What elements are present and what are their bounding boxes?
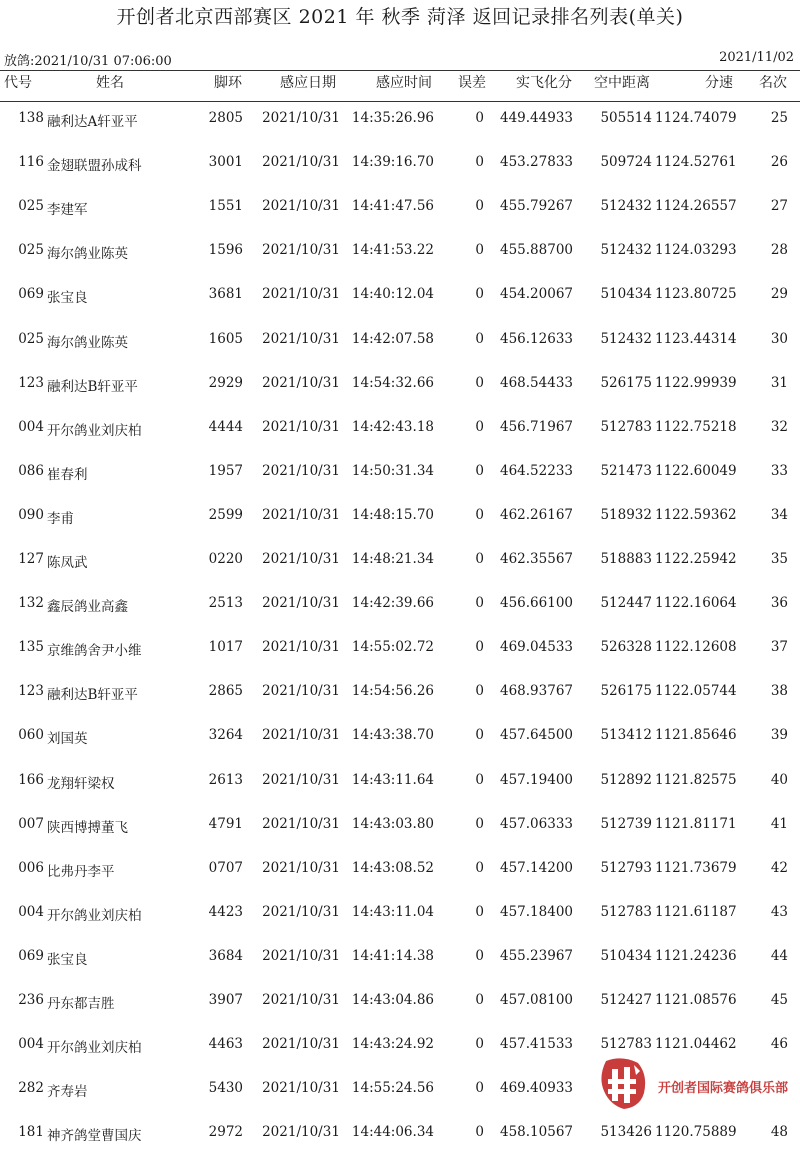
- cell-distance: 512427: [600, 992, 652, 1008]
- cell-flight: 456.66100: [500, 595, 574, 612]
- cell-time: 14:43:38.70: [351, 727, 434, 744]
- cell-date: 2021/10/31: [262, 462, 340, 479]
- cell-date: 2021/10/31: [262, 286, 340, 303]
- cell-distance: 509724: [600, 154, 652, 171]
- cell-code: 025: [18, 242, 44, 259]
- cell-speed: 1124.03293: [655, 242, 737, 259]
- cell-ring: 2865: [208, 683, 243, 700]
- cell-ring: 2513: [208, 595, 243, 612]
- cell-name: 崔春利: [47, 466, 88, 483]
- cell-error: 0: [475, 110, 484, 126]
- cell-flight: 453.27833: [500, 154, 574, 171]
- cell-speed: 1121.24236: [655, 947, 737, 964]
- cell-ring: 3684: [208, 947, 243, 964]
- cell-speed: 1121.61187: [655, 903, 737, 920]
- cell-ring: 0220: [208, 551, 243, 567]
- cell-speed: 1123.44314: [655, 330, 737, 347]
- header-speed: 分速: [705, 75, 733, 91]
- cell-date: 2021/10/31: [262, 506, 340, 523]
- cell-speed: 1122.16064: [655, 595, 737, 612]
- cell-code: 069: [18, 286, 44, 303]
- cell-rank: 26: [770, 154, 788, 171]
- cell-name: 陈凤武: [47, 555, 88, 571]
- cell-speed: 1122.05744: [655, 683, 737, 700]
- cell-time: 14:55:02.72: [351, 639, 434, 656]
- table-row: [0, 683, 800, 703]
- cell-speed: 1121.04462: [655, 1036, 737, 1053]
- cell-rank: 43: [770, 903, 788, 920]
- cell-rank: 36: [770, 595, 788, 612]
- table-row: [0, 904, 800, 924]
- cell-date: 2021/10/31: [262, 1036, 340, 1053]
- cell-code: 069: [18, 947, 44, 964]
- cell-date: 2021/10/31: [262, 551, 340, 567]
- cell-error: 0: [475, 1036, 484, 1053]
- cell-code: 090: [18, 506, 44, 523]
- cell-error: 0: [475, 286, 484, 303]
- cell-flight: 457.19400: [500, 771, 574, 788]
- cell-name: 融利达A轩亚平: [47, 114, 138, 130]
- cell-code: 135: [18, 639, 44, 656]
- club-watermark-text: 开创者国际赛鸽俱乐部: [658, 1081, 789, 1096]
- cell-error: 0: [475, 506, 484, 523]
- cell-flight: 456.12633: [500, 330, 574, 347]
- cell-name: 刘国英: [47, 731, 88, 748]
- cell-error: 0: [475, 815, 484, 832]
- cell-code: 025: [18, 330, 44, 347]
- cell-time: 14:39:16.70: [351, 154, 434, 171]
- cell-date: 2021/10/31: [262, 992, 340, 1008]
- cell-code: 086: [18, 462, 44, 479]
- cell-rank: 38: [770, 683, 788, 700]
- cell-speed: 1124.26557: [655, 198, 737, 215]
- cell-date: 2021/10/31: [262, 639, 340, 656]
- cell-rank: 33: [770, 462, 788, 479]
- cell-speed: 1121.08576: [655, 992, 737, 1008]
- header-rank: 名次: [759, 75, 787, 91]
- cell-ring: 4791: [208, 815, 243, 832]
- cell-date: 2021/10/31: [262, 1080, 340, 1097]
- table-row: [0, 419, 800, 439]
- cell-code: 127: [18, 551, 44, 567]
- cell-error: 0: [475, 903, 484, 920]
- cell-ring: 0707: [208, 859, 243, 876]
- cell-rank: 32: [770, 418, 788, 435]
- cell-error: 0: [475, 1124, 484, 1141]
- cell-time: 14:43:03.80: [351, 815, 434, 832]
- cell-speed: 1121.85646: [655, 727, 737, 744]
- cell-rank: 44: [770, 947, 788, 964]
- cell-time: 14:54:32.66: [351, 374, 434, 391]
- cell-distance: 513412: [600, 727, 652, 744]
- header-bottom-rule: [0, 101, 800, 102]
- cell-flight: 456.71967: [500, 418, 574, 435]
- cell-error: 0: [475, 418, 484, 435]
- header-top-rule: [0, 70, 800, 71]
- cell-flight: 457.64500: [500, 727, 574, 744]
- cell-time: 14:43:08.52: [351, 859, 434, 876]
- cell-code: 123: [18, 374, 44, 391]
- table-row: [0, 992, 800, 1012]
- cell-name: 李建军: [47, 202, 88, 219]
- cell-name: 齐寿岩: [47, 1084, 88, 1101]
- cell-date: 2021/10/31: [262, 595, 340, 612]
- cell-time: 14:40:12.04: [351, 286, 434, 303]
- table-row: [0, 639, 800, 659]
- cell-time: 14:43:11.64: [351, 771, 434, 788]
- cell-time: 14:42:07.58: [351, 330, 434, 347]
- table-row: [0, 948, 800, 968]
- cell-rank: 48: [770, 1124, 788, 1141]
- cell-rank: 31: [770, 374, 788, 391]
- cell-flight: 468.93767: [500, 683, 574, 700]
- table-row: [0, 551, 800, 571]
- cell-error: 0: [475, 374, 484, 391]
- table-row: [0, 1036, 800, 1056]
- cell-flight: 462.35567: [500, 551, 574, 567]
- cell-rank: 27: [770, 198, 788, 215]
- cell-error: 0: [475, 992, 484, 1008]
- cell-time: 14:41:14.38: [351, 947, 434, 964]
- cell-ring: 3264: [208, 727, 243, 744]
- cell-speed: 1122.60049: [655, 462, 737, 479]
- cell-date: 2021/10/31: [262, 903, 340, 920]
- cell-flight: 458.10567: [500, 1124, 574, 1141]
- cell-distance: 512892: [600, 771, 652, 788]
- cell-rank: 40: [770, 771, 788, 788]
- cell-flight: 455.23967: [500, 947, 574, 964]
- cell-distance: 512447: [600, 595, 652, 612]
- cell-flight: 457.08100: [500, 992, 574, 1008]
- cell-date: 2021/10/31: [262, 1124, 340, 1141]
- cell-time: 14:44:06.34: [351, 1124, 434, 1141]
- cell-flight: 469.40933: [500, 1080, 574, 1097]
- cell-flight: 455.88700: [500, 242, 574, 259]
- cell-flight: 457.14200: [500, 859, 574, 876]
- print-date: 2021/11/02: [719, 50, 794, 65]
- cell-speed: 1122.99939: [655, 374, 737, 391]
- cell-error: 0: [475, 595, 484, 612]
- cell-flight: 464.52233: [500, 462, 574, 479]
- cell-rank: 30: [770, 330, 788, 347]
- cell-ring: 1596: [208, 242, 243, 259]
- cell-error: 0: [475, 859, 484, 876]
- cell-rank: 29: [770, 286, 788, 303]
- cell-code: 004: [18, 903, 44, 920]
- header-date: 感应日期: [280, 75, 336, 91]
- cell-error: 0: [475, 242, 484, 259]
- cell-speed: 1122.25942: [655, 551, 737, 567]
- cell-ring: 3681: [208, 286, 243, 303]
- table-row: [0, 816, 800, 836]
- cell-distance: 512793: [600, 859, 652, 876]
- cell-code: 132: [18, 595, 44, 612]
- cell-flight: 449.44933: [500, 110, 574, 126]
- table-row: [0, 331, 800, 351]
- table-row: [0, 772, 800, 792]
- cell-name: 海尔鸽业陈英: [47, 246, 128, 263]
- cell-rank: 39: [770, 727, 788, 744]
- cell-name: 张宝良: [47, 290, 88, 307]
- cell-distance: 526328: [600, 639, 652, 656]
- cell-error: 0: [475, 154, 484, 171]
- table-row: [0, 1124, 800, 1144]
- cell-time: 14:43:24.92: [351, 1036, 434, 1053]
- cell-name: 李甫: [47, 510, 74, 527]
- cell-date: 2021/10/31: [262, 242, 340, 259]
- cell-flight: 462.26167: [500, 506, 574, 523]
- table-row: [0, 154, 800, 174]
- cell-rank: 37: [770, 639, 788, 656]
- table-row: [0, 286, 800, 306]
- cell-ring: 2929: [208, 374, 243, 391]
- cell-time: 14:50:31.34: [351, 462, 434, 479]
- cell-speed: 1120.75889: [655, 1124, 737, 1141]
- cell-date: 2021/10/31: [262, 374, 340, 391]
- cell-speed: 1121.73679: [655, 859, 737, 876]
- cell-rank: 25: [770, 110, 788, 126]
- cell-name: 京维鸽舍尹小维: [47, 643, 142, 660]
- cell-error: 0: [475, 683, 484, 700]
- cell-distance: 512783: [600, 1036, 652, 1053]
- cell-time: 14:55:24.56: [351, 1080, 434, 1097]
- cell-name: 丹东都吉胜: [47, 996, 115, 1012]
- cell-date: 2021/10/31: [262, 859, 340, 876]
- cell-time: 14:42:39.66: [351, 595, 434, 612]
- table-row: [0, 463, 800, 483]
- cell-name: 海尔鸽业陈英: [47, 334, 128, 351]
- cell-error: 0: [475, 639, 484, 656]
- cell-rank: 42: [770, 859, 788, 876]
- cell-date: 2021/10/31: [262, 771, 340, 788]
- cell-name: 比弗丹李平: [47, 863, 115, 880]
- cell-distance: 512739: [600, 815, 652, 832]
- header-error: 误差: [458, 75, 486, 91]
- cell-flight: 457.06333: [500, 815, 574, 832]
- cell-speed: 1122.75218: [655, 418, 737, 435]
- cell-flight: 454.20067: [500, 286, 574, 303]
- cell-date: 2021/10/31: [262, 815, 340, 832]
- cell-speed: 1121.82575: [655, 771, 737, 788]
- cell-ring: 4463: [208, 1036, 243, 1053]
- cell-flight: 469.04533: [500, 639, 574, 656]
- cell-ring: 2972: [208, 1124, 243, 1141]
- cell-name: 张宝良: [47, 951, 88, 968]
- cell-rank: 34: [770, 506, 788, 523]
- report-title: 开创者北京西部赛区 2021 年 秋季 菏泽 返回记录排名列表(单关): [116, 6, 684, 28]
- cell-error: 0: [475, 771, 484, 788]
- cell-date: 2021/10/31: [262, 947, 340, 964]
- cell-ring: 3907: [208, 992, 243, 1008]
- table-row: [0, 375, 800, 395]
- cell-rank: 45: [770, 992, 788, 1008]
- cell-code: 166: [18, 771, 44, 788]
- cell-ring: 2599: [208, 506, 243, 523]
- cell-time: 14:43:04.86: [351, 992, 434, 1008]
- club-seal-logo: [596, 1057, 648, 1113]
- cell-ring: 1017: [208, 639, 243, 656]
- cell-rank: 46: [770, 1036, 788, 1053]
- cell-time: 14:42:43.18: [351, 418, 434, 435]
- cell-time: 14:48:21.34: [351, 551, 434, 567]
- cell-code: 116: [18, 154, 44, 171]
- cell-error: 0: [475, 1080, 484, 1097]
- cell-ring: 5430: [208, 1080, 243, 1097]
- cell-name: 融利达B轩亚平: [47, 378, 138, 395]
- cell-speed: 1124.52761: [655, 154, 737, 171]
- cell-rank: 28: [770, 242, 788, 259]
- cell-error: 0: [475, 947, 484, 964]
- cell-date: 2021/10/31: [262, 418, 340, 435]
- cell-date: 2021/10/31: [262, 683, 340, 700]
- cell-ring: 1551: [208, 198, 243, 215]
- header-ring: 脚环: [214, 75, 242, 91]
- cell-flight: 457.41533: [500, 1036, 574, 1053]
- table-row: [0, 110, 800, 130]
- cell-date: 2021/10/31: [262, 154, 340, 171]
- cell-code: 004: [18, 1036, 44, 1053]
- cell-code: 123: [18, 683, 44, 700]
- cell-distance: 512783: [600, 418, 652, 435]
- header-distance: 空中距离: [594, 75, 650, 91]
- cell-time: 14:48:15.70: [351, 506, 434, 523]
- table-row: [0, 860, 800, 880]
- cell-time: 14:41:53.22: [351, 242, 434, 259]
- cell-name: 开尔鸽业刘庆柏: [47, 422, 142, 439]
- cell-distance: 512783: [600, 903, 652, 920]
- cell-time: 14:54:56.26: [351, 683, 434, 700]
- table-header: [0, 72, 800, 100]
- cell-ring: 2805: [208, 110, 243, 126]
- cell-distance: 521473: [600, 462, 652, 479]
- cell-speed: 1123.80725: [655, 286, 737, 303]
- club-watermark: [596, 1055, 796, 1115]
- cell-distance: 510434: [600, 286, 652, 303]
- cell-ring: 4423: [208, 903, 243, 920]
- cell-name: 开尔鸽业刘庆柏: [47, 1040, 142, 1057]
- table-row: [0, 595, 800, 615]
- table-row: [0, 507, 800, 527]
- cell-error: 0: [475, 551, 484, 567]
- cell-time: 14:35:26.96: [351, 110, 434, 126]
- cell-name: 龙翔轩梁权: [47, 775, 115, 792]
- cell-code: 004: [18, 418, 44, 435]
- cell-flight: 457.18400: [500, 903, 574, 920]
- header-flight: 实飞化分: [516, 75, 572, 91]
- table-row: [0, 198, 800, 218]
- cell-distance: 510434: [600, 947, 652, 964]
- header-time: 感应时间: [376, 75, 432, 91]
- cell-distance: 526175: [600, 683, 652, 700]
- cell-flight: 455.79267: [500, 198, 574, 215]
- cell-flight: 468.54433: [500, 374, 574, 391]
- cell-ring: 1957: [208, 462, 243, 479]
- cell-name: 鑫辰鸽业高鑫: [47, 599, 128, 616]
- cell-date: 2021/10/31: [262, 110, 340, 126]
- cell-date: 2021/10/31: [262, 198, 340, 215]
- cell-code: 181: [18, 1124, 44, 1141]
- cell-distance: 512432: [600, 242, 652, 259]
- cell-code: 138: [18, 110, 44, 126]
- cell-name: 融利达B轩亚平: [47, 687, 138, 704]
- cell-distance: 526175: [600, 374, 652, 391]
- cell-date: 2021/10/31: [262, 727, 340, 744]
- cell-rank: 35: [770, 551, 788, 567]
- cell-distance: 518932: [600, 506, 652, 523]
- cell-time: 14:43:11.04: [351, 903, 434, 920]
- table-row: [0, 242, 800, 262]
- cell-distance: 512432: [600, 198, 652, 215]
- cell-speed: 1122.59362: [655, 506, 737, 523]
- cell-ring: 1605: [208, 330, 243, 347]
- cell-code: 025: [18, 198, 44, 215]
- cell-code: 007: [18, 815, 44, 832]
- cell-ring: 4444: [208, 418, 243, 435]
- cell-distance: 513426: [600, 1124, 652, 1141]
- cell-rank: 41: [770, 815, 788, 832]
- cell-ring: 2613: [208, 771, 243, 788]
- cell-error: 0: [475, 727, 484, 744]
- cell-code: 006: [18, 859, 44, 876]
- header-name: 姓名: [96, 75, 124, 91]
- cell-ring: 3001: [208, 154, 243, 171]
- cell-code: 282: [18, 1080, 44, 1097]
- header-code: 代号: [4, 75, 32, 91]
- cell-distance: 512432: [600, 330, 652, 347]
- cell-distance: 505514: [600, 110, 652, 126]
- cell-speed: 1122.12608: [655, 639, 737, 656]
- cell-speed: 1121.81171: [655, 815, 737, 832]
- cell-name: 神齐鸽堂曹国庆: [47, 1128, 142, 1145]
- cell-distance: 518883: [600, 551, 652, 567]
- cell-name: 开尔鸽业刘庆柏: [47, 907, 142, 924]
- cell-date: 2021/10/31: [262, 330, 340, 347]
- cell-error: 0: [475, 198, 484, 215]
- release-time: 放鸽:2021/10/31 07:06:00: [4, 54, 172, 69]
- cell-code: 060: [18, 727, 44, 744]
- cell-speed: 1124.74079: [655, 110, 737, 126]
- cell-name: 金翅联盟孙成科: [47, 158, 142, 175]
- cell-error: 0: [475, 462, 484, 479]
- cell-name: 陕西博搏董飞: [47, 819, 128, 836]
- cell-time: 14:41:47.56: [351, 198, 434, 215]
- cell-error: 0: [475, 330, 484, 347]
- table-row: [0, 727, 800, 747]
- cell-code: 236: [18, 992, 44, 1008]
